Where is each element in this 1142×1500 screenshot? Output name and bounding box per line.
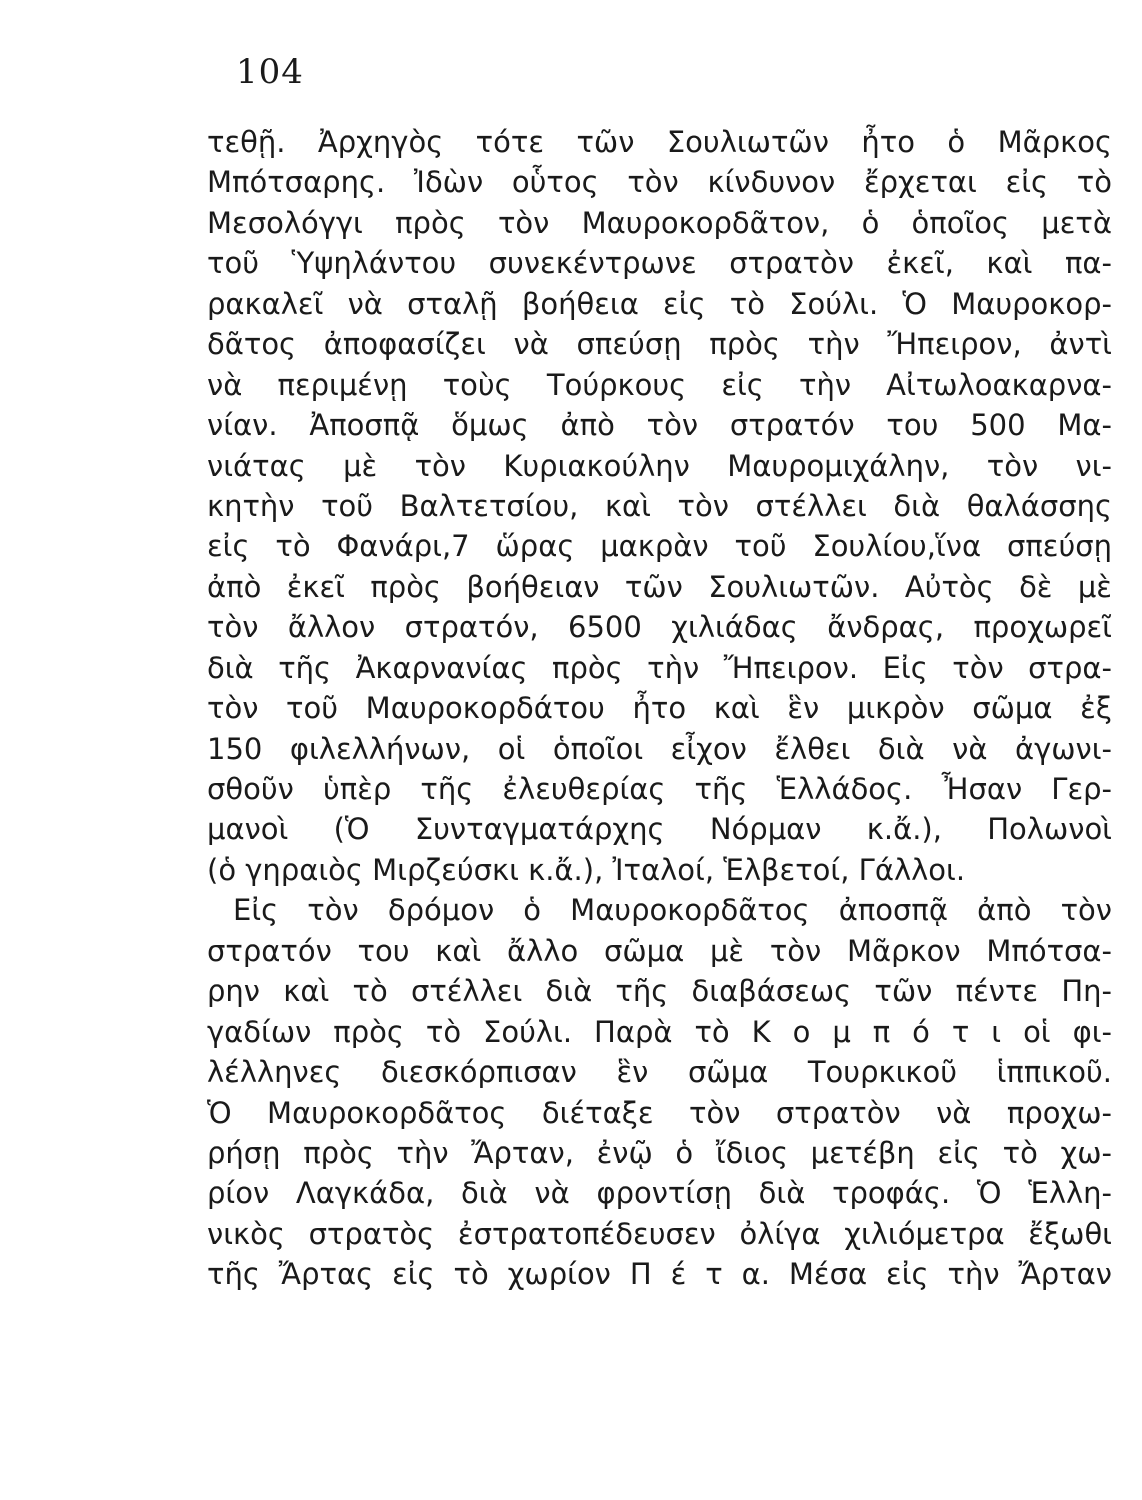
text-line: νιάτας μὲ τὸν Κυριακούλην Μαυρομιχάλην, τὸν νι- bbox=[207, 448, 1112, 483]
page-number: 104 bbox=[236, 52, 304, 92]
text-line: μανοὶ (Ὁ Συνταγματάρχης Νόρμαν κ.ἄ.), Πολωνοὶ bbox=[207, 812, 1112, 847]
text-line: ρακαλεῖ νὰ σταλῇ βοήθεια εἰς τὸ Σούλι. Ὁ Μαυροκορ- bbox=[207, 286, 1112, 321]
text-line: νίαν. Ἀποσπᾷ ὅμως ἀπὸ τὸν στρατόν του 500 Μα- bbox=[207, 408, 1112, 443]
text-line: κητὴν τοῦ Βαλτετσίου, καὶ τὸν στέλλει διὰ θαλάσσης bbox=[207, 488, 1112, 523]
text-line: Μεσολόγγι πρὸς τὸν Μαυροκορδᾶτον, ὁ ὁποῖος μετὰ bbox=[207, 205, 1112, 240]
text-line: ἀπὸ ἐκεῖ πρὸς βοήθειαν τῶν Σουλιωτῶν. Αὐτὸς δὲ μὲ bbox=[207, 569, 1112, 604]
text-line: τῆς Ἄρτας εἰς τὸ χωρίον Π έ τ α. Μέσα εἰς τὴν Ἄρταν bbox=[207, 1257, 1112, 1292]
text-line: τὸν τοῦ Μαυροκορδάτου ἦτο καὶ ἓν μικρὸν σῶμα ἐξ bbox=[207, 691, 1112, 726]
text-line: στρατόν του καὶ ἄλλο σῶμα μὲ τὸν Μᾶρκον Μπότσα- bbox=[207, 933, 1112, 968]
text-line: νικὸς στρατὸς ἐστρατοπέδευσεν ὀλίγα χιλιόμετρα ἔξωθι bbox=[207, 1216, 1112, 1251]
text-line: ρήσῃ πρὸς τὴν Ἄρταν, ἐνῷ ὁ ἴδιος μετέβη εἰς τὸ χω- bbox=[207, 1135, 1112, 1170]
text-line: διὰ τῆς Ἀκαρνανίας πρὸς τὴν Ἤπειρον. Εἰς τὸν στρα- bbox=[207, 650, 1112, 685]
text-line: τὸν ἄλλον στρατόν, 6500 χιλιάδας ἄνδρας, προχωρεῖ bbox=[207, 610, 1112, 645]
text-line: (ὁ γηραιὸς Μιρζεύσκι κ.ἄ.), Ἰταλοί, Ἑλβετοί, Γάλλοι. bbox=[207, 852, 966, 887]
text-line: 150 φιλελλήνων, οἱ ὁποῖοι εἶχον ἔλθει διὰ νὰ ἀγωνι- bbox=[207, 731, 1112, 766]
text-line: δᾶτος ἀποφασίζει νὰ σπεύσῃ πρὸς τὴν Ἤπειρον, ἀντὶ bbox=[207, 327, 1112, 362]
text-line: ρην καὶ τὸ στέλλει διὰ τῆς διαβάσεως τῶν πέντε Πη- bbox=[207, 974, 1112, 1009]
text-line: λέλληνες διεσκόρπισαν ἓν σῶμα Τουρκικοῦ ἱππικοῦ. bbox=[207, 1055, 1112, 1090]
text-line: τοῦ Ὑψηλάντου συνεκέντρωνε στρατὸν ἐκεῖ, καὶ πα- bbox=[207, 246, 1112, 281]
text-line: σθοῦν ὑπὲρ τῆς ἐλευθερίας τῆς Ἑλλάδος. Ἦσαν Γερ- bbox=[207, 772, 1112, 806]
text-line: γαδίων πρὸς τὸ Σούλι. Παρὰ τὸ Κ ο μ π ό τ ι οἱ φι- bbox=[207, 1014, 1112, 1049]
body-text bbox=[207, 122, 1112, 1295]
text-line: εἰς τὸ Φανάρι,7 ὥρας μακρὰν τοῦ Σουλίου,ἵνα σπεύσῃ bbox=[207, 529, 1112, 564]
text-line: νὰ περιμένῃ τοὺς Τούρκους εἰς τὴν Αἰτωλοακαρνα- bbox=[207, 367, 1112, 402]
paragraph-first-line: Εἰς τὸν δρόμον ὁ Μαυροκορδᾶτος ἀποσπᾷ ἀπὸ τὸν bbox=[233, 893, 1112, 928]
text-line: Ὁ Μαυροκορδᾶτος διέταξε τὸν στρατὸν νὰ προχω- bbox=[207, 1095, 1112, 1130]
text-line: ρίον Λαγκάδα, διὰ νὰ φροντίσῃ διὰ τροφάς. Ὁ Ἑλλη- bbox=[207, 1176, 1112, 1211]
text-line: Μπότσαρης. Ἰδὼν οὗτος τὸν κίνδυνον ἔρχεται εἰς τὸ bbox=[207, 165, 1112, 200]
text-line: τεθῇ. Ἀρχηγὸς τότε τῶν Σουλιωτῶν ἦτο ὁ Μᾶρκος bbox=[207, 125, 1112, 159]
